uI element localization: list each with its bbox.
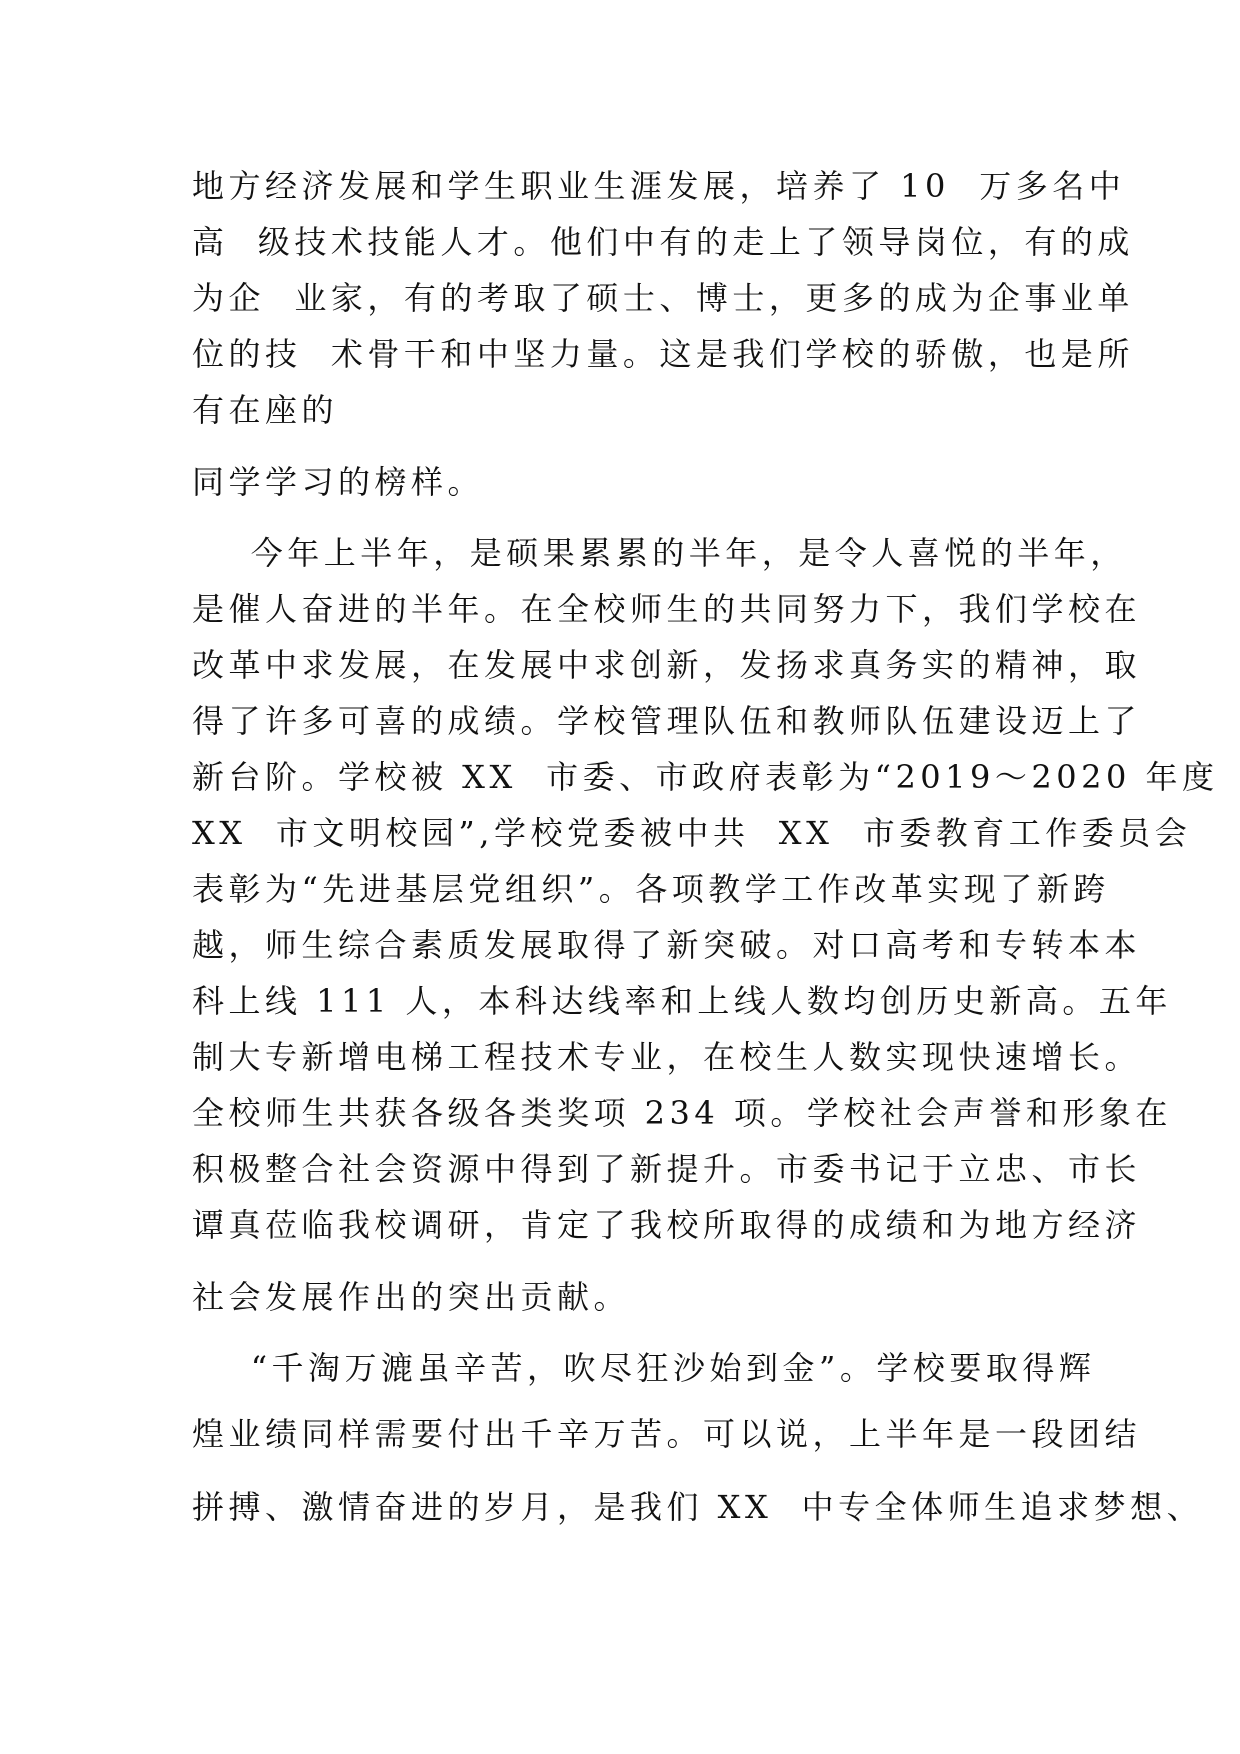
text-line: 地方经济发展和学生职业生涯发展，培养了 10 万多名中: [192, 167, 1126, 205]
text-line: 表彰为“先进基层党组织”。各项教学工作改革实现了新跨: [192, 870, 1110, 908]
text-line: 高 级技术技能人才。他们中有的走上了领导岗位，有的成: [192, 223, 1134, 261]
text-line: 今年上半年，是硕果累累的半年，是令人喜悦的半年，: [192, 534, 1127, 572]
text-line: 全校师生共获各级各类奖项 234 项。学校社会声誉和形象在: [192, 1094, 1172, 1132]
text-line: 有在座的: [192, 391, 339, 429]
text-line: 谭真莅临我校调研，肯定了我校所取得的成绩和为地方经济: [192, 1206, 1142, 1244]
text-line: 为企 业家，有的考取了硕士、博士，更多的成为企事业单: [192, 279, 1134, 317]
text-line: 制大专新增电梯工程技术专业，在校生人数实现快速增长。: [192, 1038, 1142, 1076]
text-line: 位的技 术骨干和中坚力量。这是我们学校的骄傲，也是所: [192, 335, 1134, 373]
text-line: 煌业绩同样需要付出千辛万苦。可以说，上半年是一段团结: [192, 1415, 1142, 1453]
text-line: “千淘万漉虽辛苦，吹尽狂沙始到金”。学校要取得辉: [192, 1349, 1096, 1387]
text-line: 同学学习的榜样。: [192, 463, 485, 501]
text-line: 新台阶。学校被 XX 市委、市政府表彰为“2019～2020 年度: [192, 758, 1219, 796]
text-line: 改革中求发展，在发展中求创新，发扬求真务实的精神，取: [192, 646, 1142, 684]
text-line: 是催人奋进的半年。在全校师生的共同努力下，我们学校在: [192, 590, 1142, 628]
text-line: 科上线 111 人，本科达线率和上线人数均创历史新高。五年: [192, 982, 1172, 1020]
text-line: 得了许多可喜的成绩。学校管理队伍和教师队伍建设迈上了: [192, 702, 1142, 740]
text-line: 社会发展作出的突出贡献。: [192, 1278, 631, 1316]
text-line: 越，师生综合素质发展取得了新突破。对口高考和专转本本: [192, 926, 1142, 964]
text-line: XX 市文明校园”,学校党委被中共 XX 市委教育工作委员会: [192, 814, 1192, 852]
text-line: 积极整合社会资源中得到了新提升。市委书记于立忠、市长: [192, 1150, 1142, 1188]
text-line: 拼搏、激情奋进的岁月，是我们 XX 中专全体师生追求梦想、: [192, 1488, 1204, 1526]
